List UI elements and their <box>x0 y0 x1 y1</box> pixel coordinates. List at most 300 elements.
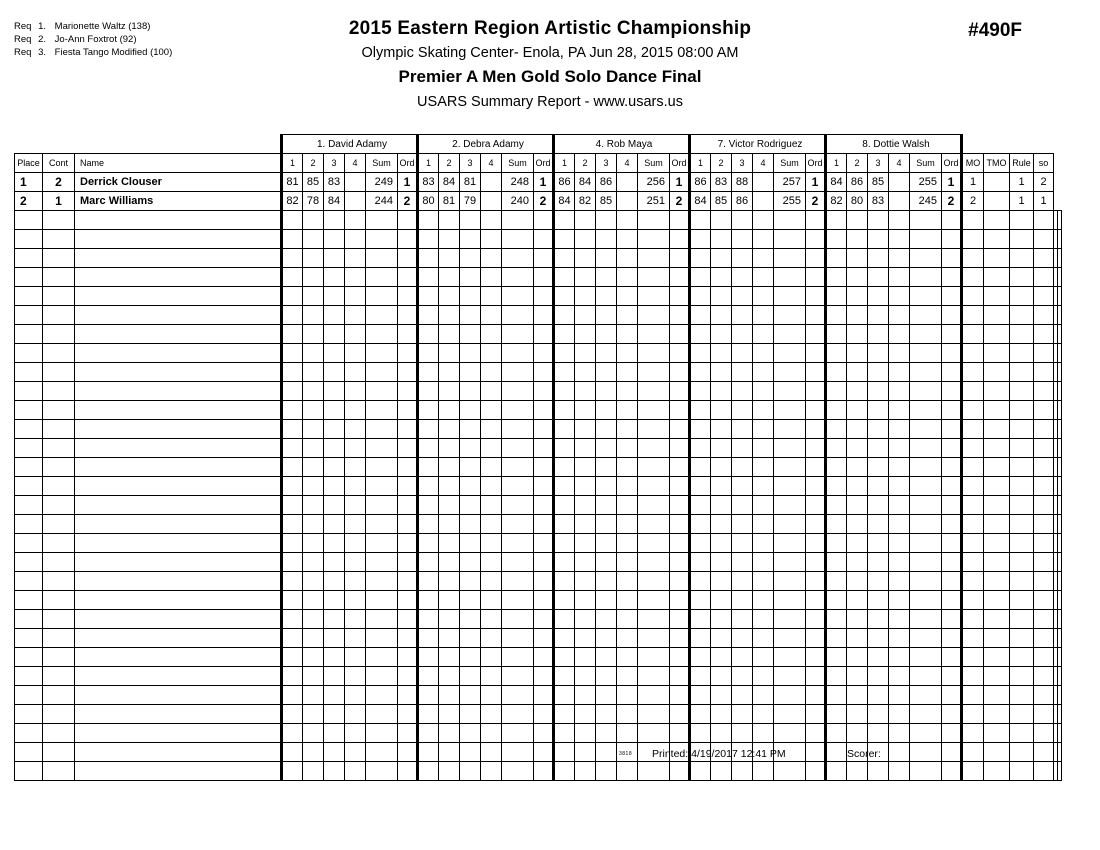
cell-empty <box>1057 287 1061 306</box>
cell-empty <box>638 629 670 648</box>
cell-empty <box>847 610 868 629</box>
cell-empty <box>1057 534 1061 553</box>
cell-empty <box>75 325 282 344</box>
cell-empty <box>962 667 984 686</box>
cell-empty <box>806 439 826 458</box>
cell-empty <box>826 344 847 363</box>
cell-empty <box>962 477 984 496</box>
cell-empty <box>481 496 502 515</box>
cell-empty <box>418 667 439 686</box>
cell-empty <box>596 249 617 268</box>
cell-empty <box>502 306 534 325</box>
cell-j4-s2: 83 <box>711 173 732 192</box>
cell-empty <box>732 458 753 477</box>
event-number: #490F <box>968 20 1022 41</box>
cell-empty <box>481 325 502 344</box>
cell-empty <box>826 591 847 610</box>
cell-empty <box>460 667 481 686</box>
cell-empty <box>502 439 534 458</box>
cell-empty <box>43 325 75 344</box>
cell-empty <box>418 287 439 306</box>
cell-empty <box>282 249 303 268</box>
cell-empty <box>617 534 638 553</box>
cell-j4-s2: 85 <box>711 192 732 211</box>
cell-empty <box>366 553 398 572</box>
cell-empty <box>670 325 690 344</box>
cell-empty <box>1010 686 1034 705</box>
cell-empty <box>15 629 43 648</box>
cell-empty <box>324 420 345 439</box>
cell-empty <box>15 705 43 724</box>
cell-empty <box>711 648 732 667</box>
cell-empty <box>868 306 889 325</box>
cell-empty <box>868 401 889 420</box>
cell-empty <box>1057 572 1061 591</box>
cell-empty <box>460 477 481 496</box>
cell-empty <box>481 382 502 401</box>
cell-empty <box>942 230 962 249</box>
cell-empty <box>282 420 303 439</box>
cell-empty <box>1034 230 1054 249</box>
cell-empty <box>1057 705 1061 724</box>
cell-empty <box>596 439 617 458</box>
cell-empty <box>868 667 889 686</box>
cell-empty <box>596 230 617 249</box>
cell-empty <box>534 515 554 534</box>
cell-j2-s4 <box>481 173 502 192</box>
cell-empty <box>15 724 43 743</box>
cell-empty <box>303 211 324 230</box>
cell-so: 2 <box>1034 173 1054 192</box>
cell-empty <box>868 420 889 439</box>
table-row-empty <box>15 648 1062 667</box>
col-j1-s4: 4 <box>345 154 366 173</box>
cell-empty <box>984 667 1010 686</box>
cell-empty <box>638 496 670 515</box>
cell-empty <box>398 363 418 382</box>
cell-empty <box>418 553 439 572</box>
cell-empty <box>345 591 366 610</box>
cell-empty <box>638 591 670 610</box>
cell-empty <box>889 515 910 534</box>
spacer-cell <box>962 135 984 154</box>
cell-empty <box>690 515 711 534</box>
cell-j3-sum: 251 <box>638 192 670 211</box>
cell-j2-sum: 240 <box>502 192 534 211</box>
cell-empty <box>847 363 868 382</box>
cell-empty <box>1010 420 1034 439</box>
cell-empty <box>690 591 711 610</box>
cell-empty <box>439 325 460 344</box>
cell-empty <box>534 667 554 686</box>
cell-empty <box>554 496 575 515</box>
cell-empty <box>439 496 460 515</box>
cell-empty <box>732 306 753 325</box>
cell-place: 1 <box>15 173 43 192</box>
cell-empty <box>554 572 575 591</box>
cell-empty <box>366 591 398 610</box>
cell-empty <box>826 762 847 781</box>
cell-empty <box>345 344 366 363</box>
cell-j5-sum: 245 <box>910 192 942 211</box>
cell-empty <box>806 762 826 781</box>
cell-empty <box>43 439 75 458</box>
cell-empty <box>398 629 418 648</box>
spacer-cell <box>1010 135 1034 154</box>
cell-empty <box>75 306 282 325</box>
cell-empty <box>398 230 418 249</box>
cell-empty <box>1034 458 1054 477</box>
cell-empty <box>962 230 984 249</box>
table-row-empty <box>15 743 1062 762</box>
cell-empty <box>554 306 575 325</box>
cell-empty <box>460 686 481 705</box>
cell-empty <box>942 724 962 743</box>
cell-empty <box>806 363 826 382</box>
cell-empty <box>575 268 596 287</box>
cell-empty <box>1057 230 1061 249</box>
report-subtitle: USARS Summary Report - www.usars.us <box>417 94 683 110</box>
cell-empty <box>596 610 617 629</box>
cell-empty <box>575 211 596 230</box>
cell-empty <box>460 553 481 572</box>
cell-empty <box>617 572 638 591</box>
cell-empty <box>774 667 806 686</box>
cell-empty <box>806 648 826 667</box>
cell-empty <box>481 591 502 610</box>
cell-empty <box>324 401 345 420</box>
cell-j1-ord: 2 <box>398 192 418 211</box>
cell-empty <box>942 211 962 230</box>
cell-empty <box>596 363 617 382</box>
cell-empty <box>1057 496 1061 515</box>
cell-empty <box>554 610 575 629</box>
cell-empty <box>596 667 617 686</box>
cell-empty <box>596 477 617 496</box>
score-sheet <box>14 134 1062 781</box>
cell-j4-s3: 88 <box>732 173 753 192</box>
cell-empty <box>596 534 617 553</box>
requirement-label: Req <box>14 47 32 58</box>
cell-empty <box>460 496 481 515</box>
cell-empty <box>596 591 617 610</box>
cell-empty <box>324 458 345 477</box>
cell-cont: 1 <box>43 192 75 211</box>
cell-empty <box>910 344 942 363</box>
cell-empty <box>984 534 1010 553</box>
cell-empty <box>596 287 617 306</box>
cell-empty <box>806 401 826 420</box>
cell-empty <box>1034 382 1054 401</box>
cell-empty <box>942 743 962 762</box>
cell-empty <box>75 724 282 743</box>
cell-empty <box>690 287 711 306</box>
col-j4-ord: Ord <box>806 154 826 173</box>
cell-empty <box>1057 458 1061 477</box>
cell-empty <box>617 591 638 610</box>
cell-empty <box>43 382 75 401</box>
cell-empty <box>711 762 732 781</box>
cell-empty <box>889 667 910 686</box>
cell-empty <box>638 363 670 382</box>
cell-empty <box>534 211 554 230</box>
cell-empty <box>554 344 575 363</box>
col-j1-s1: 1 <box>282 154 303 173</box>
cell-name: Derrick Clouser <box>75 173 282 192</box>
table-row-empty <box>15 401 1062 420</box>
cell-empty <box>366 230 398 249</box>
cell-empty <box>502 705 534 724</box>
cell-empty <box>868 724 889 743</box>
cell-j1-s3: 84 <box>324 192 345 211</box>
cell-j2-s3: 81 <box>460 173 481 192</box>
cell-empty <box>847 344 868 363</box>
cell-empty <box>345 648 366 667</box>
col-j3-sum: Sum <box>638 154 670 173</box>
cell-empty <box>439 439 460 458</box>
cell-empty <box>534 325 554 344</box>
cell-empty <box>303 458 324 477</box>
cell-empty <box>303 534 324 553</box>
cell-empty <box>847 211 868 230</box>
cell-empty <box>282 724 303 743</box>
cell-empty <box>690 363 711 382</box>
cell-empty <box>324 591 345 610</box>
cell-empty <box>889 591 910 610</box>
cell-empty <box>1034 762 1054 781</box>
cell-empty <box>1057 762 1061 781</box>
cell-empty <box>596 211 617 230</box>
cell-empty <box>670 591 690 610</box>
cell-empty <box>826 249 847 268</box>
cell-empty <box>1057 667 1061 686</box>
cell-empty <box>460 325 481 344</box>
cell-empty <box>324 439 345 458</box>
cell-empty <box>690 420 711 439</box>
cell-empty <box>439 211 460 230</box>
cell-empty <box>460 610 481 629</box>
cell-empty <box>554 667 575 686</box>
cell-empty <box>398 420 418 439</box>
cell-empty <box>502 268 534 287</box>
cell-empty <box>1057 325 1061 344</box>
cell-empty <box>596 382 617 401</box>
cell-empty <box>962 382 984 401</box>
cell-empty <box>303 724 324 743</box>
cell-empty <box>910 363 942 382</box>
cell-empty <box>670 667 690 686</box>
cell-empty <box>753 458 774 477</box>
cell-empty <box>753 382 774 401</box>
cell-empty <box>711 230 732 249</box>
spacer-cell <box>15 135 43 154</box>
cell-empty <box>826 667 847 686</box>
cell-j2-ord: 1 <box>534 173 554 192</box>
cell-empty <box>303 477 324 496</box>
cell-empty <box>806 553 826 572</box>
cell-empty <box>324 268 345 287</box>
cell-place: 2 <box>15 192 43 211</box>
cell-empty <box>534 382 554 401</box>
cell-empty <box>534 230 554 249</box>
cell-j1-sum: 249 <box>366 173 398 192</box>
cell-empty <box>1057 420 1061 439</box>
cell-empty <box>282 363 303 382</box>
cell-empty <box>596 268 617 287</box>
cell-empty <box>398 401 418 420</box>
cell-empty <box>638 553 670 572</box>
cell-empty <box>910 724 942 743</box>
cell-empty <box>690 306 711 325</box>
cell-j3-s1: 86 <box>554 173 575 192</box>
cell-empty <box>806 249 826 268</box>
cell-empty <box>398 572 418 591</box>
cell-j1-s2: 85 <box>303 173 324 192</box>
cell-empty <box>15 249 43 268</box>
cell-empty <box>282 705 303 724</box>
cell-j3-ord: 2 <box>670 192 690 211</box>
cell-empty <box>502 344 534 363</box>
cell-empty <box>15 382 43 401</box>
cell-empty <box>774 458 806 477</box>
cell-empty <box>575 572 596 591</box>
cell-j1-s4 <box>345 173 366 192</box>
cell-empty <box>868 211 889 230</box>
cell-empty <box>711 724 732 743</box>
cell-empty <box>910 762 942 781</box>
cell-empty <box>826 458 847 477</box>
cell-mo: 2 <box>962 192 984 211</box>
cell-empty <box>984 572 1010 591</box>
cell-empty <box>1057 439 1061 458</box>
cell-j2-ord: 2 <box>534 192 554 211</box>
cell-empty <box>962 249 984 268</box>
cell-empty <box>806 344 826 363</box>
cell-empty <box>638 211 670 230</box>
cell-empty <box>303 762 324 781</box>
cell-empty <box>847 705 868 724</box>
cell-empty <box>732 420 753 439</box>
cell-empty <box>670 534 690 553</box>
cell-empty <box>1034 591 1054 610</box>
cell-empty <box>670 572 690 591</box>
cell-empty <box>732 667 753 686</box>
cell-empty <box>847 382 868 401</box>
cell-empty <box>617 648 638 667</box>
cell-empty <box>690 648 711 667</box>
cell-empty <box>1010 439 1034 458</box>
cell-empty <box>1057 686 1061 705</box>
table-row-empty <box>15 287 1062 306</box>
col-j5-s2: 2 <box>847 154 868 173</box>
cell-empty <box>670 686 690 705</box>
cell-empty <box>575 629 596 648</box>
cell-empty <box>868 287 889 306</box>
cell-empty <box>15 420 43 439</box>
cell-empty <box>826 382 847 401</box>
cell-empty <box>1034 534 1054 553</box>
cell-empty <box>398 439 418 458</box>
page-title-block <box>0 18 1100 110</box>
cell-empty <box>638 458 670 477</box>
cell-empty <box>638 306 670 325</box>
cell-empty <box>418 249 439 268</box>
cell-empty <box>617 686 638 705</box>
cell-empty <box>439 363 460 382</box>
cell-empty <box>826 743 847 762</box>
cell-empty <box>617 553 638 572</box>
cell-empty <box>670 230 690 249</box>
cell-empty <box>638 534 670 553</box>
cell-empty <box>460 439 481 458</box>
cell-empty <box>732 496 753 515</box>
cell-empty <box>1057 249 1061 268</box>
cell-empty <box>366 420 398 439</box>
cell-empty <box>868 230 889 249</box>
cell-empty <box>910 629 942 648</box>
cell-rule: 1 <box>1010 192 1034 211</box>
cell-empty <box>398 458 418 477</box>
cell-empty <box>481 401 502 420</box>
cell-empty <box>617 724 638 743</box>
cell-empty <box>984 420 1010 439</box>
cell-empty <box>910 743 942 762</box>
judge-name-5: 8. Dottie Walsh <box>826 135 962 154</box>
cell-j2-s2: 81 <box>439 192 460 211</box>
cell-empty <box>670 553 690 572</box>
cell-empty <box>554 325 575 344</box>
cell-empty <box>711 268 732 287</box>
cell-empty <box>398 477 418 496</box>
cell-empty <box>617 268 638 287</box>
cell-empty <box>826 230 847 249</box>
cell-empty <box>868 325 889 344</box>
cell-empty <box>418 686 439 705</box>
cell-empty <box>1010 230 1034 249</box>
cell-empty <box>534 439 554 458</box>
cell-empty <box>303 515 324 534</box>
cell-empty <box>1034 610 1054 629</box>
cell-empty <box>962 363 984 382</box>
col-j5-s1: 1 <box>826 154 847 173</box>
cell-empty <box>303 439 324 458</box>
cell-empty <box>303 249 324 268</box>
cell-empty <box>502 211 534 230</box>
cell-empty <box>889 249 910 268</box>
cell-empty <box>366 458 398 477</box>
cell-empty <box>439 382 460 401</box>
cell-empty <box>984 249 1010 268</box>
cell-empty <box>324 344 345 363</box>
cell-empty <box>460 648 481 667</box>
cell-empty <box>460 230 481 249</box>
cell-empty <box>345 686 366 705</box>
cell-empty <box>15 325 43 344</box>
col-j3-s1: 1 <box>554 154 575 173</box>
cell-empty <box>398 268 418 287</box>
cell-empty <box>1034 325 1054 344</box>
cell-empty <box>753 401 774 420</box>
cell-empty <box>345 705 366 724</box>
cell-empty <box>534 420 554 439</box>
cell-empty <box>554 553 575 572</box>
cell-empty <box>1057 724 1061 743</box>
cell-empty <box>942 667 962 686</box>
cell-empty <box>534 591 554 610</box>
table-row <box>15 173 1062 192</box>
cell-empty <box>43 211 75 230</box>
cell-empty <box>910 591 942 610</box>
